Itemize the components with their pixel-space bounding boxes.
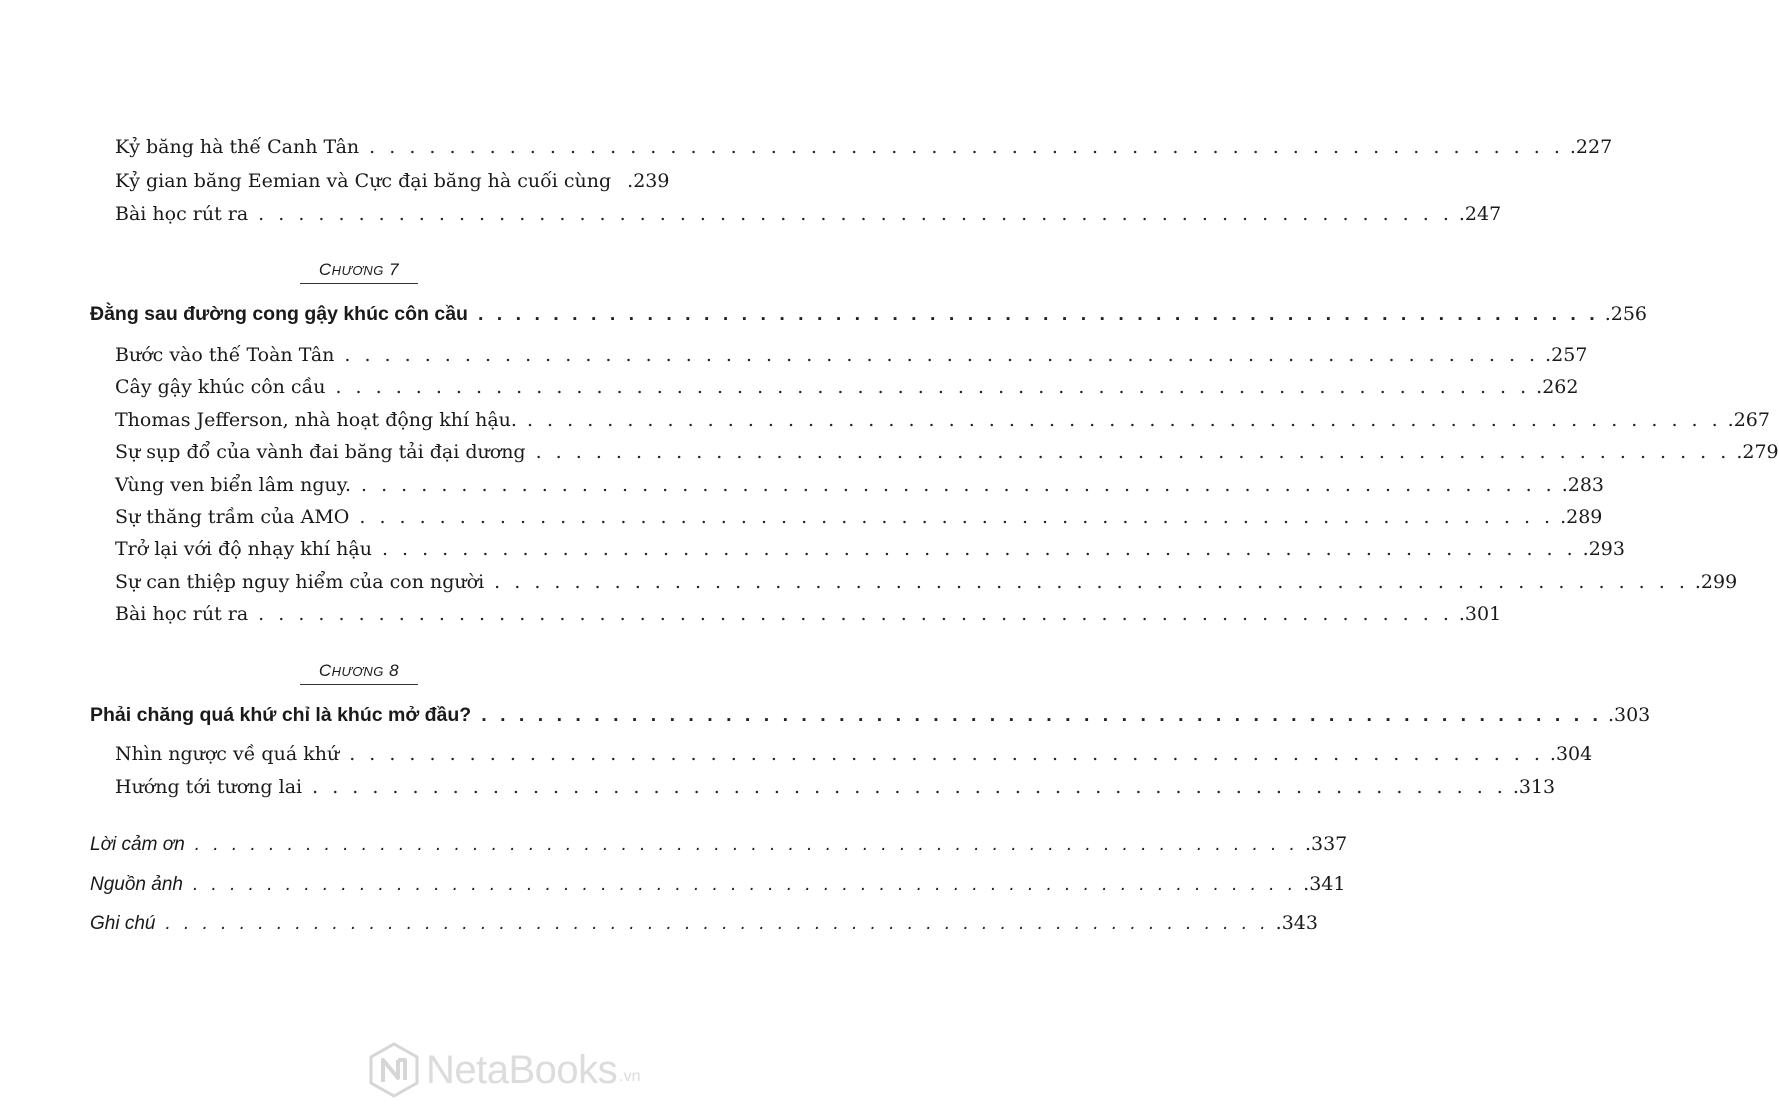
chapter-label-rest: HƯƠNG <box>331 664 384 679</box>
toc-entry[interactable] <box>115 409 1770 431</box>
chapter-number: 7 <box>389 260 400 279</box>
chapter-heading-title: Phải chăng quá khứ chỉ là khúc mở đầu? <box>90 704 472 726</box>
toc-entry-page: .227 <box>1569 136 1613 158</box>
chapter-number: 8 <box>389 661 400 680</box>
back-matter-page: .343 <box>1275 912 1318 934</box>
toc-entry-title: Thomas Jefferson, nhà hoạt động khí hậu. <box>115 409 517 431</box>
toc-entry-title: Nhìn ngược về quá khứ <box>115 743 340 765</box>
back-matter-entry[interactable] <box>90 873 1346 896</box>
dot-leader <box>369 136 1564 158</box>
toc-entry-page: .293 <box>1582 538 1625 560</box>
watermark-brand: NetaBooks <box>426 1047 618 1092</box>
toc-entry-title: Cây gậy khúc côn cầu <box>115 376 326 398</box>
toc-entry-page: .301 <box>1458 603 1502 625</box>
toc-entry[interactable] <box>115 776 1556 798</box>
dot-leader <box>481 704 1602 727</box>
chapter-heading-page: .303 <box>1607 704 1651 726</box>
netabooks-logo-icon <box>368 1042 420 1098</box>
dot-leader <box>359 506 1554 528</box>
toc-entry[interactable] <box>115 170 670 192</box>
toc-entry-title: Hướng tới tương lai <box>115 776 303 798</box>
chapter-label-initial: C <box>318 661 332 680</box>
chapter-8-label <box>300 661 418 685</box>
toc-entry-title: Kỷ băng hà thế Canh Tân <box>115 136 360 158</box>
toc-entry[interactable] <box>115 203 1502 225</box>
toc-entry-title: Vùng ven biển lâm nguy. <box>115 474 351 496</box>
toc-entry-title: Bước vào thế Toàn Tân <box>115 344 335 366</box>
dot-leader <box>258 203 1453 225</box>
toc-entry-title: Sự sụp đổ của vành đai băng tải đại dương <box>115 441 526 463</box>
toc-entry-page: .262 <box>1536 376 1579 398</box>
dot-leader <box>193 874 1297 896</box>
chapter-label-initial: C <box>318 260 332 279</box>
back-matter-title: Lời cảm ơn <box>90 834 185 855</box>
dot-leader <box>361 474 1556 496</box>
toc-entry-page: .239 <box>627 170 670 192</box>
toc-entry[interactable] <box>115 344 1588 366</box>
toc-entry-page: .313 <box>1512 776 1556 798</box>
back-matter-title: Nguồn ảnh <box>90 874 183 895</box>
toc-entry-page: .267 <box>1727 409 1770 431</box>
toc-entry[interactable] <box>115 571 1738 593</box>
dot-leader <box>335 376 1530 398</box>
dot-leader <box>312 776 1507 798</box>
toc-entry-page: .304 <box>1549 743 1593 765</box>
toc-entry-title: Sự can thiệp nguy hiểm của con người <box>115 571 485 593</box>
dot-leader <box>527 409 1722 431</box>
watermark-logo <box>368 1042 641 1098</box>
toc-entry-page: .283 <box>1561 474 1605 496</box>
toc-entry-title: Sự thăng trầm của AMO <box>115 506 350 528</box>
toc-entry-page: .257 <box>1545 344 1588 366</box>
toc-entry[interactable] <box>115 376 1579 398</box>
toc-entry-page: .279 <box>1736 441 1779 463</box>
toc-entry-page: .247 <box>1458 203 1502 225</box>
dot-leader <box>478 303 1599 326</box>
back-matter-page: .337 <box>1304 833 1348 855</box>
back-matter-title: Ghi chú <box>90 913 156 934</box>
toc-entry[interactable] <box>115 603 1502 625</box>
chapter-heading-title: Đằng sau đường cong gậy khúc côn cầu <box>90 303 468 325</box>
watermark-suffix: .vn <box>619 1068 641 1085</box>
toc-entry[interactable] <box>115 136 1613 158</box>
toc-entry-title: Bài học rút ra <box>115 603 249 625</box>
dot-leader <box>165 913 1269 935</box>
chapter-7-heading[interactable] <box>90 303 1647 326</box>
back-matter-entry[interactable] <box>90 912 1318 935</box>
toc-entry[interactable] <box>115 506 1603 528</box>
toc-entry-title: Trở lại với độ nhạy khí hậu <box>115 538 372 560</box>
dot-leader <box>349 743 1544 765</box>
dot-leader <box>258 603 1453 625</box>
dot-leader <box>382 538 1577 560</box>
chapter-label-rest: HƯƠNG <box>331 263 384 278</box>
toc-entry-page: .289 <box>1560 506 1603 528</box>
chapter-heading-page: .256 <box>1604 303 1647 325</box>
toc-entry-title: Bài học rút ra <box>115 203 249 225</box>
dot-leader <box>344 344 1539 366</box>
dot-leader <box>494 571 1689 593</box>
toc-entry[interactable] <box>115 474 1605 496</box>
toc-entry-page: .299 <box>1694 571 1738 593</box>
toc-entry[interactable] <box>115 743 1593 765</box>
back-matter-page: .341 <box>1303 873 1346 895</box>
dot-leader <box>195 834 1299 856</box>
toc-entry-title: Kỷ gian băng Eemian và Cực đại băng hà cuối cùng <box>115 170 612 192</box>
dot-leader <box>536 441 1731 463</box>
toc-entry[interactable] <box>115 538 1625 560</box>
chapter-8-heading[interactable] <box>90 704 1651 727</box>
toc-entry[interactable] <box>115 441 1779 463</box>
back-matter-entry[interactable] <box>90 833 1348 856</box>
chapter-7-label <box>300 260 418 284</box>
